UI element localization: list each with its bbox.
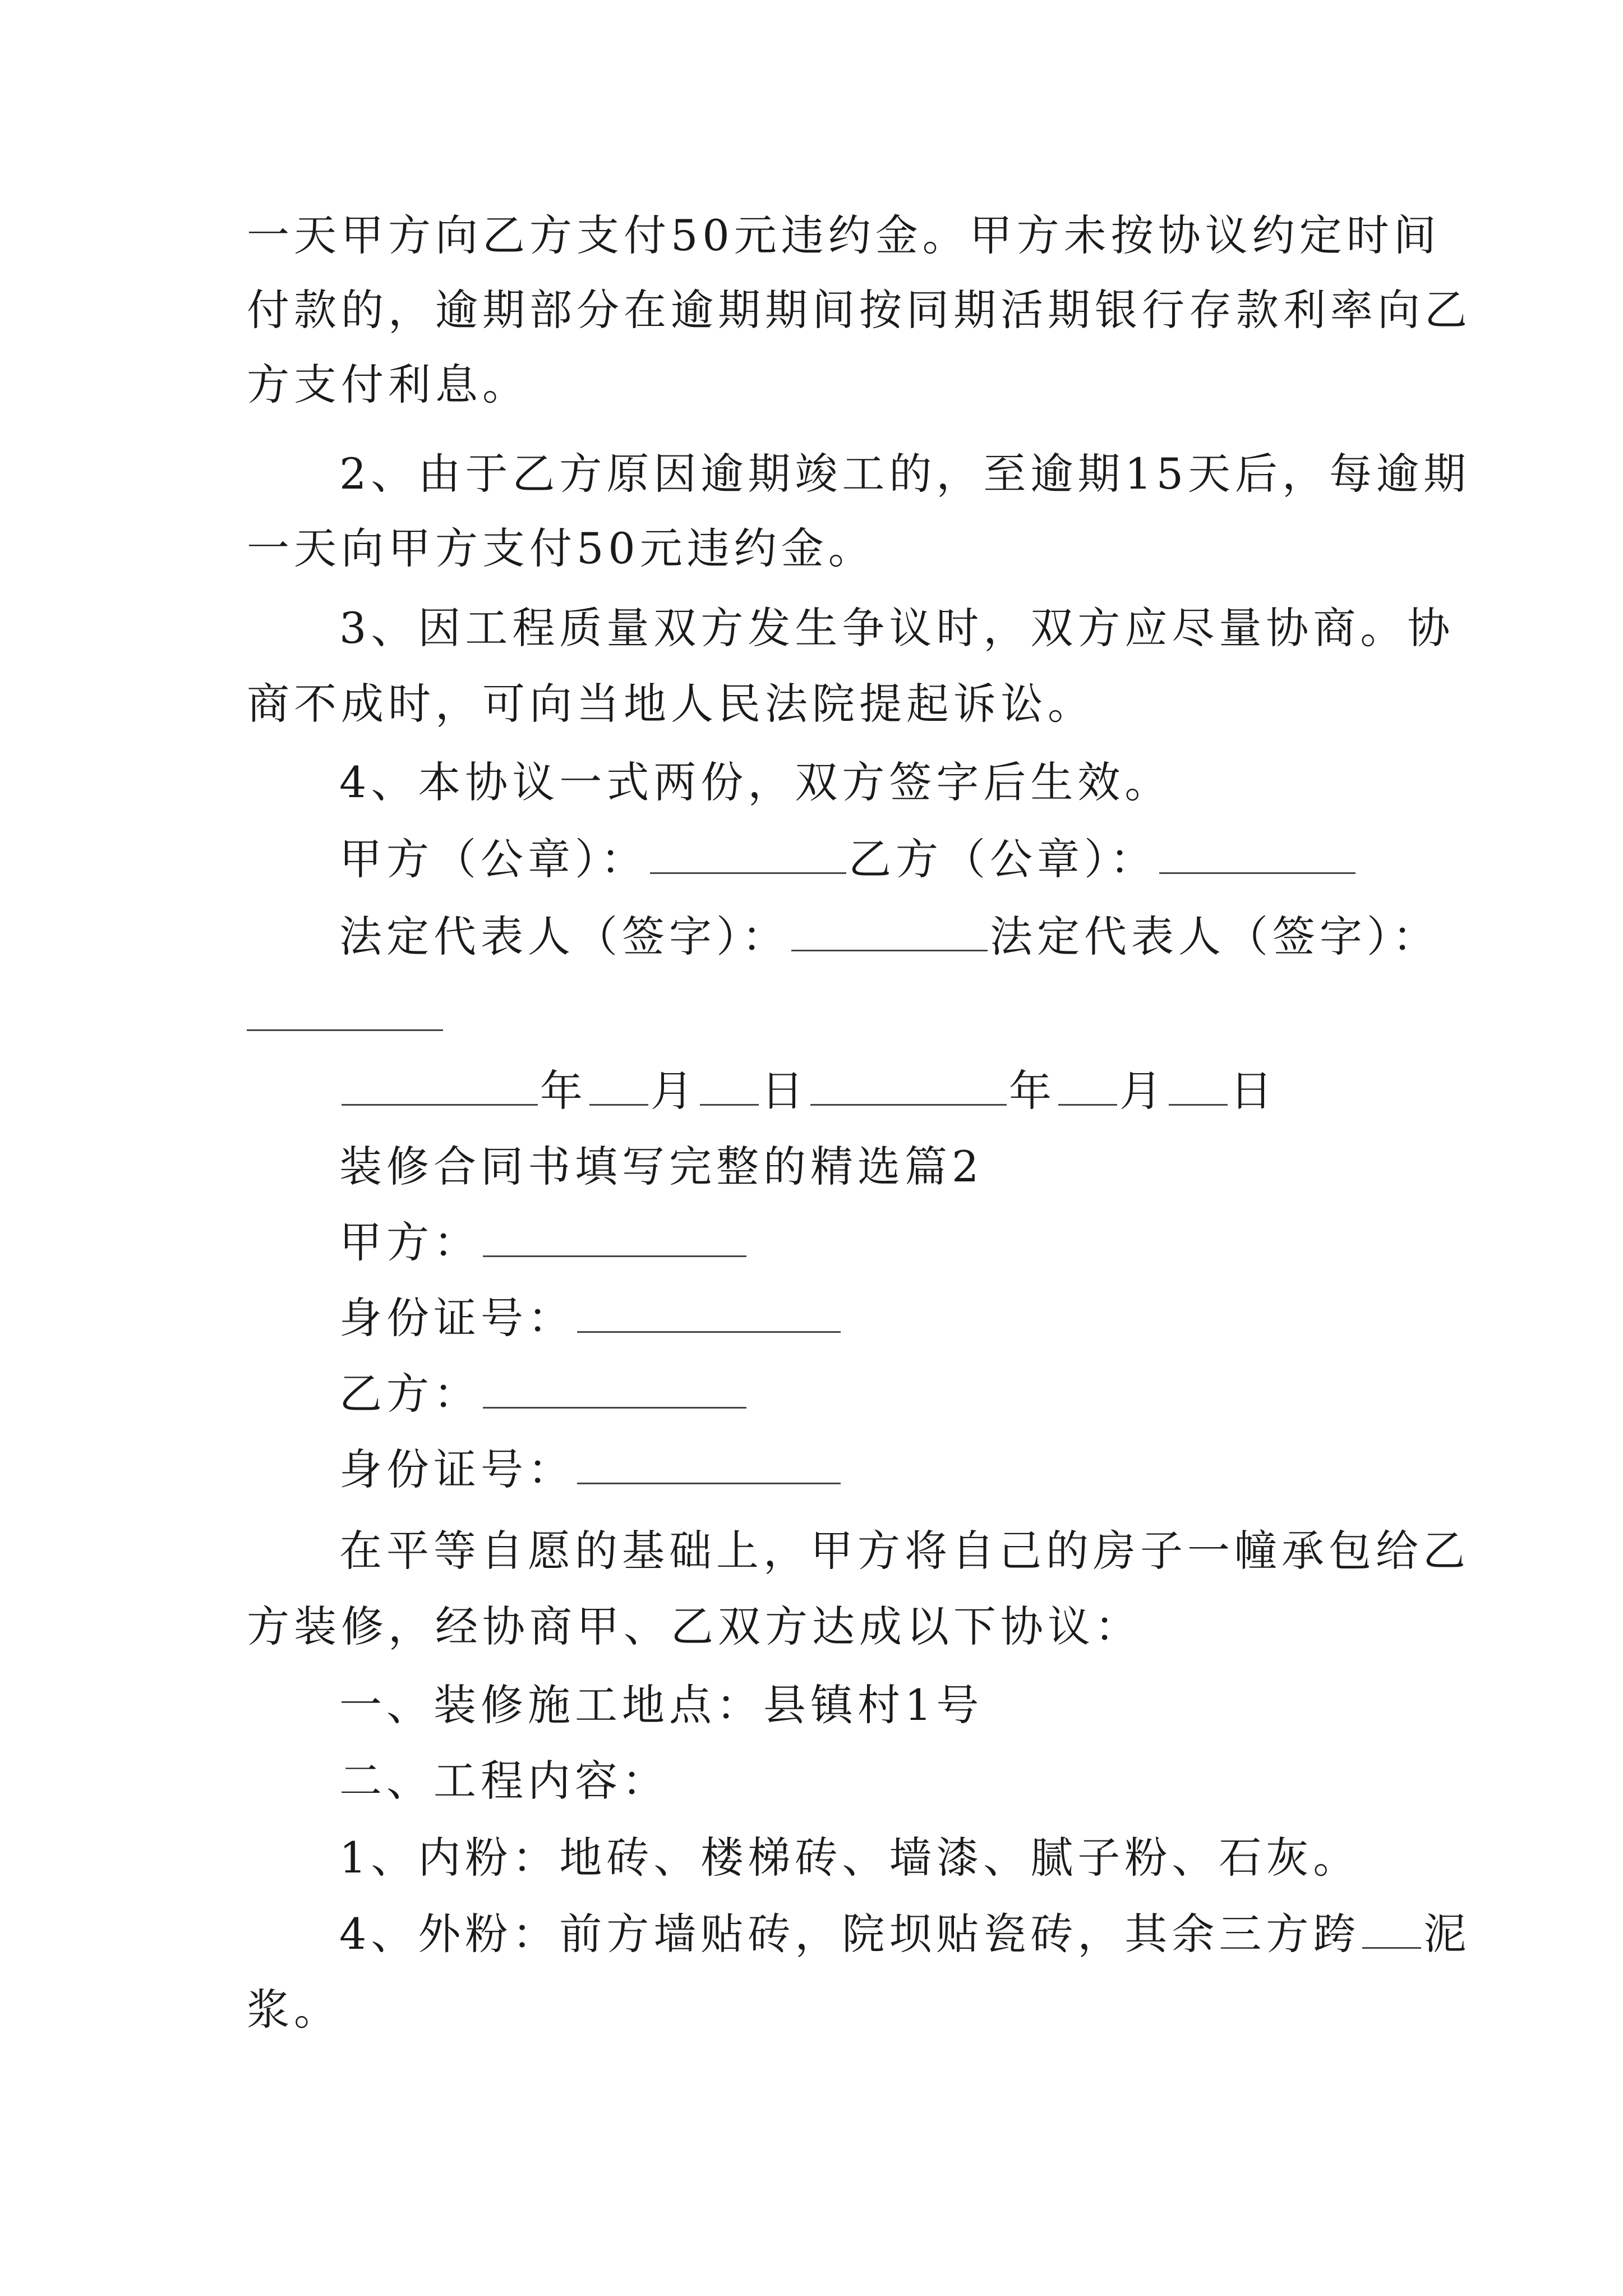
party-a-line xyxy=(339,1214,749,1271)
legal-rep-line xyxy=(339,909,1440,965)
clause-item: 一、装修施工地点：县镇村1号 xyxy=(339,1680,984,1730)
party-b-blank xyxy=(483,1366,746,1409)
party-b-line xyxy=(339,1366,749,1422)
legal-rep-b-label: 法定代表人（签字）： xyxy=(990,912,1440,961)
day-blank xyxy=(700,1064,759,1106)
paragraph-line: 在平等自愿的基础上，甲方将自己的房子一幢承包给乙 xyxy=(339,1526,1470,1576)
date-line xyxy=(339,1063,1277,1119)
paragraph-line: 浆。 xyxy=(247,1985,341,2035)
paragraph-line: 3、因工程质量双方发生争议时，双方应尽量协商。协 xyxy=(339,603,1455,653)
clause-item: 二、工程内容： xyxy=(339,1756,669,1806)
party-a-blank xyxy=(483,1215,746,1257)
paragraph-line: 付款的，逾期部分在逾期期间按同期活期银行存款利率向乙 xyxy=(247,285,1472,335)
year-label: 年 xyxy=(540,1066,587,1116)
clause-sub-item: 1、内粉：地砖、楼梯砖、墙漆、腻子粉、石灰。 xyxy=(339,1833,1361,1883)
legal-rep-a-label: 法定代表人（签字）： xyxy=(339,912,789,961)
id-b-blank xyxy=(577,1442,841,1484)
day-label: 日 xyxy=(1230,1066,1277,1116)
year-blank xyxy=(342,1064,538,1106)
legal-rep-a-blank xyxy=(791,909,988,951)
paragraph-line: 一天甲方向乙方支付50元违约金。甲方未按协议约定时间 xyxy=(247,210,1441,260)
legal-rep-b-blank xyxy=(247,1029,443,1031)
party-b-seal-blank xyxy=(1159,832,1355,874)
party-a-seal-label: 甲方（公章）： xyxy=(339,834,648,884)
party-a-label: 甲方： xyxy=(339,1217,481,1267)
paragraph-line: 一天向甲方支付50元违约金。 xyxy=(247,523,875,573)
party-b-label: 乙方： xyxy=(339,1369,481,1419)
month-label: 月 xyxy=(651,1066,698,1116)
paragraph-line: 4、本协议一式两份，双方签字后生效。 xyxy=(339,757,1172,807)
sub4-blank xyxy=(1362,1907,1421,1949)
section-title: 装修合同书填写完整的精选篇2 xyxy=(339,1142,984,1191)
clause-sub-item xyxy=(339,1906,1470,1962)
paragraph-line: 方装修，经协商甲、乙双方达成以下协议： xyxy=(247,1602,1142,1651)
day-label: 日 xyxy=(761,1066,808,1116)
id-a-blank xyxy=(577,1291,841,1333)
month-blank xyxy=(1058,1064,1117,1106)
year-label: 年 xyxy=(1009,1066,1056,1116)
month-blank xyxy=(589,1064,648,1106)
day-blank xyxy=(1169,1064,1228,1106)
id-a-line xyxy=(339,1290,843,1346)
paragraph-line: 方支付利息。 xyxy=(247,360,529,409)
paragraph-line: 商不成时，可向当地人民法院提起诉讼。 xyxy=(247,679,1095,729)
seal-line xyxy=(339,831,1358,887)
paragraph-line: 2、由于乙方原因逾期竣工的，至逾期15天后，每逾期 xyxy=(339,449,1471,499)
id-b-line xyxy=(339,1442,843,1498)
year-blank xyxy=(810,1064,1007,1106)
id-b-label: 身份证号： xyxy=(339,1444,575,1494)
party-a-seal-blank xyxy=(650,832,846,874)
id-a-label: 身份证号： xyxy=(339,1293,575,1343)
sub4-text: 4、外粉：前方墙贴砖，院坝贴瓷砖，其余三方跨 xyxy=(339,1909,1361,1959)
month-label: 月 xyxy=(1119,1066,1166,1116)
sub4-text-end: 泥 xyxy=(1423,1909,1471,1959)
party-b-seal-label: 乙方（公章）： xyxy=(849,834,1157,884)
